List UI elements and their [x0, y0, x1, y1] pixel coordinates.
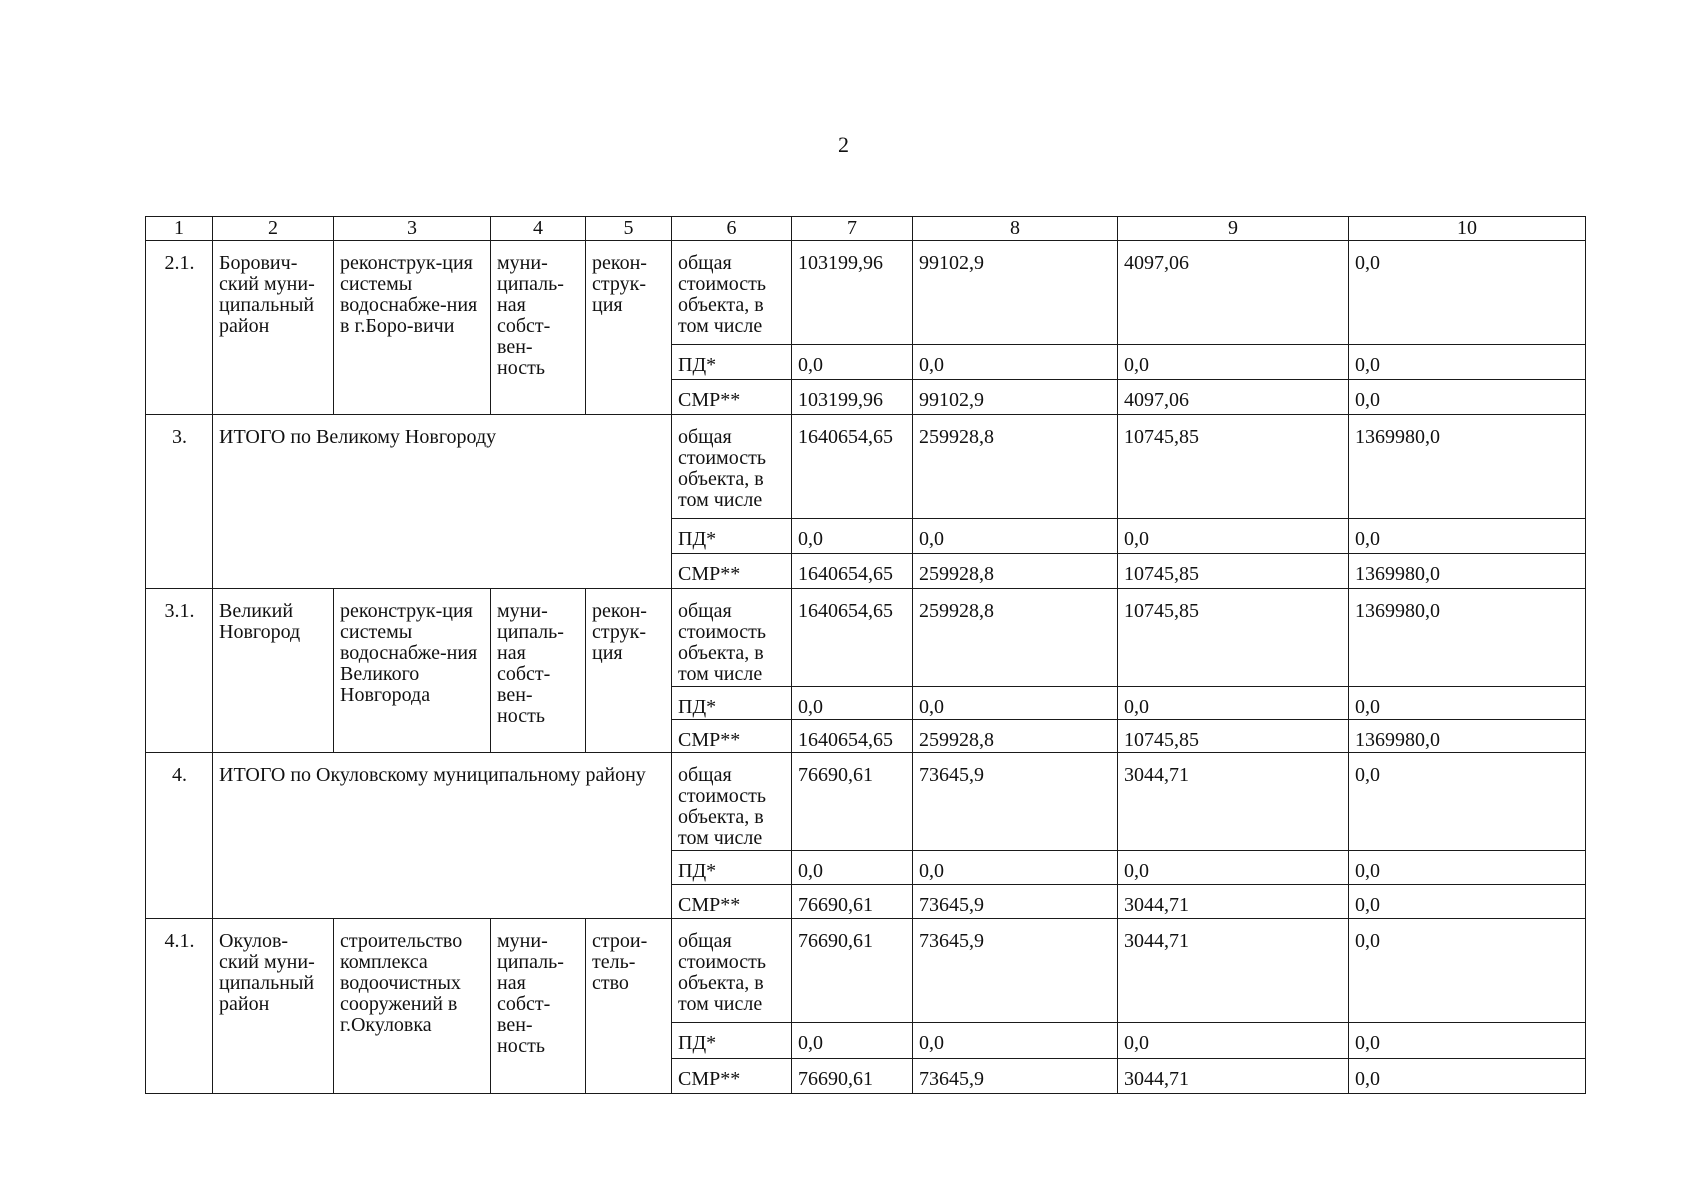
work-type-cell: строи-тель-ство: [586, 919, 672, 1094]
value-cell: 1640654,65: [792, 554, 913, 589]
value-cell: 0,0: [913, 519, 1118, 554]
table-row: [146, 589, 1586, 687]
value-cell: 0,0: [913, 1023, 1118, 1059]
value-cell: 0,0: [1349, 851, 1586, 885]
sub-label-smr: СМР**: [672, 720, 792, 753]
column-number: 10: [1349, 217, 1586, 241]
value-cell: 1369980,0: [1349, 415, 1586, 519]
column-number: 2: [213, 217, 334, 241]
table-row: [146, 241, 1586, 345]
sub-label-total: общая стоимость объекта, в том числе: [672, 415, 792, 519]
sub-label-pd: ПД*: [672, 1023, 792, 1059]
value-cell: 0,0: [1349, 885, 1586, 919]
row-number: 3.: [146, 415, 213, 589]
value-cell: 76690,61: [792, 885, 913, 919]
work-type-cell: рекон-струк-ция: [586, 589, 672, 753]
value-cell: 1640654,65: [792, 415, 913, 519]
sub-label-pd: ПД*: [672, 851, 792, 885]
summary-title: ИТОГО по Великому Новгороду: [213, 415, 672, 589]
object-cell: реконструк-ция системы водоснабже-ния в г.Боро-вичи: [334, 241, 491, 415]
column-number: 3: [334, 217, 491, 241]
value-cell: 10745,85: [1118, 589, 1349, 687]
ownership-cell: муни-ципаль-ная собст-вен-ность: [491, 919, 586, 1094]
column-number: 1: [146, 217, 213, 241]
column-number: 4: [491, 217, 586, 241]
value-cell: 10745,85: [1118, 415, 1349, 519]
value-cell: 1369980,0: [1349, 720, 1586, 753]
value-cell: 4097,06: [1118, 241, 1349, 345]
value-cell: 103199,96: [792, 380, 913, 415]
sub-label-smr: СМР**: [672, 380, 792, 415]
sub-label-total: общая стоимость объекта, в том числе: [672, 241, 792, 345]
value-cell: 0,0: [1118, 345, 1349, 380]
value-cell: 0,0: [913, 345, 1118, 380]
value-cell: 0,0: [913, 687, 1118, 720]
work-type-cell: рекон-струк-ция: [586, 241, 672, 415]
value-cell: 0,0: [792, 851, 913, 885]
column-number: 6: [672, 217, 792, 241]
value-cell: 103199,96: [792, 241, 913, 345]
column-number: 8: [913, 217, 1118, 241]
investment-table: [145, 216, 1586, 1094]
value-cell: 0,0: [1118, 851, 1349, 885]
value-cell: 0,0: [1349, 380, 1586, 415]
column-number-row: [146, 217, 1586, 241]
table-row: [146, 919, 1586, 1023]
sub-label-total: общая стоимость объекта, в том числе: [672, 589, 792, 687]
column-number: 5: [586, 217, 672, 241]
value-cell: 0,0: [792, 1023, 913, 1059]
value-cell: 3044,71: [1118, 919, 1349, 1023]
value-cell: 99102,9: [913, 241, 1118, 345]
district-cell: Великий Новгород: [213, 589, 334, 753]
value-cell: 73645,9: [913, 885, 1118, 919]
value-cell: 0,0: [1118, 519, 1349, 554]
value-cell: 0,0: [913, 851, 1118, 885]
sub-label-smr: СМР**: [672, 885, 792, 919]
value-cell: 3044,71: [1118, 753, 1349, 851]
row-number: 4.1.: [146, 919, 213, 1094]
value-cell: 0,0: [792, 687, 913, 720]
value-cell: 0,0: [1118, 687, 1349, 720]
value-cell: 73645,9: [913, 919, 1118, 1023]
sub-label-total: общая стоимость объекта, в том числе: [672, 919, 792, 1023]
value-cell: 259928,8: [913, 554, 1118, 589]
value-cell: 99102,9: [913, 380, 1118, 415]
value-cell: 0,0: [1349, 687, 1586, 720]
value-cell: 259928,8: [913, 415, 1118, 519]
value-cell: 3044,71: [1118, 1059, 1349, 1094]
value-cell: 0,0: [1349, 241, 1586, 345]
value-cell: 1640654,65: [792, 589, 913, 687]
value-cell: 76690,61: [792, 753, 913, 851]
sub-label-total: общая стоимость объекта, в том числе: [672, 753, 792, 851]
row-number: 2.1.: [146, 241, 213, 415]
value-cell: 10745,85: [1118, 720, 1349, 753]
value-cell: 73645,9: [913, 1059, 1118, 1094]
value-cell: 3044,71: [1118, 885, 1349, 919]
value-cell: 1369980,0: [1349, 589, 1586, 687]
sub-label-smr: СМР**: [672, 1059, 792, 1094]
ownership-cell: муни-ципаль-ная собст-вен-ность: [491, 589, 586, 753]
sub-label-smr: СМР**: [672, 554, 792, 589]
value-cell: 1369980,0: [1349, 554, 1586, 589]
value-cell: 0,0: [1349, 753, 1586, 851]
value-cell: 73645,9: [913, 753, 1118, 851]
value-cell: 10745,85: [1118, 554, 1349, 589]
district-cell: Окулов-ский муни-ципальный район: [213, 919, 334, 1094]
value-cell: 0,0: [1118, 1023, 1349, 1059]
page-number: 2: [838, 132, 849, 157]
object-cell: реконструк-ция системы водоснабже-ния Великого Новгорода: [334, 589, 491, 753]
value-cell: 1640654,65: [792, 720, 913, 753]
value-cell: 0,0: [792, 345, 913, 380]
object-cell: строительство комплекса водоочистных сооружений в г.Окуловка: [334, 919, 491, 1094]
summary-row: [146, 753, 1586, 851]
value-cell: 0,0: [792, 519, 913, 554]
district-cell: Борович-ский муни-ципальный район: [213, 241, 334, 415]
sub-label-pd: ПД*: [672, 345, 792, 380]
value-cell: 76690,61: [792, 919, 913, 1023]
summary-row: [146, 415, 1586, 519]
row-number: 4.: [146, 753, 213, 919]
value-cell: 0,0: [1349, 1023, 1586, 1059]
value-cell: 76690,61: [792, 1059, 913, 1094]
value-cell: 0,0: [1349, 519, 1586, 554]
value-cell: 0,0: [1349, 919, 1586, 1023]
value-cell: 0,0: [1349, 1059, 1586, 1094]
value-cell: 259928,8: [913, 720, 1118, 753]
column-number: 7: [792, 217, 913, 241]
value-cell: 259928,8: [913, 589, 1118, 687]
value-cell: 4097,06: [1118, 380, 1349, 415]
column-number: 9: [1118, 217, 1349, 241]
summary-title: ИТОГО по Окуловскому муниципальному району: [213, 753, 672, 919]
sub-label-pd: ПД*: [672, 519, 792, 554]
row-number: 3.1.: [146, 589, 213, 753]
sub-label-pd: ПД*: [672, 687, 792, 720]
value-cell: 0,0: [1349, 345, 1586, 380]
ownership-cell: муни-ципаль-ная собст-вен-ность: [491, 241, 586, 415]
